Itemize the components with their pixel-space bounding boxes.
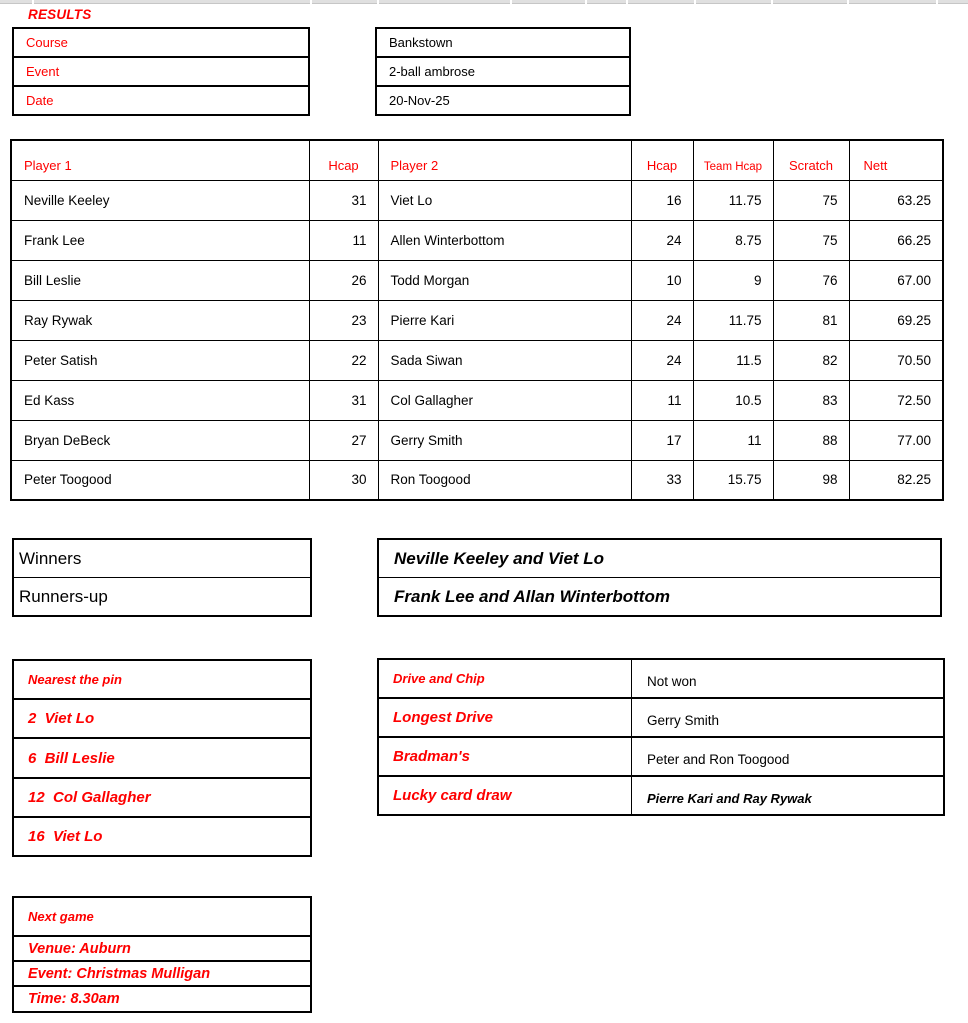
event-value: 2-ball ambrose — [377, 58, 629, 87]
results-row — [11, 220, 943, 260]
nett-cell: 63.25 — [849, 180, 943, 220]
runnersup-value: Frank Lee and Allan Winterbottom — [394, 586, 670, 606]
bradmans-label: Bradman's — [379, 738, 632, 775]
results-row — [11, 180, 943, 220]
nett-cell: 66.25 — [849, 220, 943, 260]
nett-cell: 70.50 — [849, 340, 943, 380]
player1-hcap-cell: 22 — [309, 340, 378, 380]
nearest-the-pin-table — [12, 659, 312, 857]
nett-cell: 69.25 — [849, 300, 943, 340]
results-row — [11, 340, 943, 380]
player1-name-cell: Ed Kass — [11, 380, 309, 420]
winners-label: Winners — [14, 540, 310, 578]
nearest-the-pin-title: Nearest the pin — [14, 661, 310, 700]
results-row — [11, 380, 943, 420]
team-hcap-cell: 10.5 — [693, 380, 773, 420]
next-game-venue: Venue: Auburn — [14, 937, 310, 962]
player1-name-cell: Peter Satish — [11, 340, 309, 380]
player2-hcap-cell: 33 — [631, 460, 693, 500]
scratch-cell: 83 — [773, 380, 849, 420]
team-hcap-cell: 11 — [693, 420, 773, 460]
player1-hcap-cell: 31 — [309, 380, 378, 420]
date-value: 20-Nov-25 — [389, 93, 450, 108]
course-label: Course — [14, 29, 308, 58]
player2-hcap-cell: 11 — [631, 380, 693, 420]
next-game-title: Next game — [14, 898, 310, 937]
novelty-row — [379, 660, 943, 699]
player1-name-cell: Bill Leslie — [11, 260, 309, 300]
player1-hcap-cell: 30 — [309, 460, 378, 500]
player1-hcap-cell: 26 — [309, 260, 378, 300]
nearest-the-pin-entry: 6 Bill Leslie — [14, 739, 310, 778]
player1-name-cell: Neville Keeley — [11, 180, 309, 220]
placings-label-table — [12, 538, 312, 617]
player2-name-cell: Todd Morgan — [378, 260, 631, 300]
col-header-nett: Nett — [849, 140, 943, 180]
drive-and-chip-value: Not won — [647, 674, 697, 689]
player1-hcap-cell: 27 — [309, 420, 378, 460]
player2-hcap-cell: 10 — [631, 260, 693, 300]
next-game-event: Event: Christmas Mulligan — [14, 962, 310, 987]
player2-hcap-cell: 17 — [631, 420, 693, 460]
lucky-card-draw-value: Pierre Kari and Ray Rywak — [647, 791, 812, 806]
drive-and-chip-label: Drive and Chip — [379, 660, 632, 697]
longest-drive-label: Longest Drive — [379, 699, 632, 736]
novelty-row — [379, 738, 943, 777]
col-header-scratch: Scratch — [773, 140, 849, 180]
spreadsheet-grid-strip — [0, 0, 968, 4]
col-header-hcap1: Hcap — [309, 140, 378, 180]
player2-name-cell: Viet Lo — [378, 180, 631, 220]
date-label: Date — [26, 93, 54, 108]
col-header-hcap2: Hcap — [631, 140, 693, 180]
placings-value-table — [377, 538, 942, 617]
next-game-table — [12, 896, 312, 1013]
scratch-cell: 82 — [773, 340, 849, 380]
scratch-cell: 98 — [773, 460, 849, 500]
novelties-table — [377, 658, 945, 816]
scratch-cell: 76 — [773, 260, 849, 300]
page-title: RESULTS — [28, 7, 92, 22]
player2-name-cell: Sada Siwan — [378, 340, 631, 380]
runnersup-label: Runners-up — [19, 586, 108, 606]
scratch-cell: 75 — [773, 220, 849, 260]
player1-name-cell: Peter Toogood — [11, 460, 309, 500]
results-header-row — [11, 140, 943, 180]
nearest-the-pin-entry: 12 Col Gallagher — [14, 779, 310, 818]
col-header-player1: Player 1 — [11, 140, 309, 180]
player2-name-cell: Pierre Kari — [378, 300, 631, 340]
player2-name-cell: Allen Winterbottom — [378, 220, 631, 260]
nearest-the-pin-entry: 16 Viet Lo — [28, 827, 103, 845]
longest-drive-value: Gerry Smith — [647, 713, 720, 728]
player1-name-cell: Ray Rywak — [11, 300, 309, 340]
player2-hcap-cell: 24 — [631, 220, 693, 260]
team-hcap-cell: 11.5 — [693, 340, 773, 380]
results-table — [10, 139, 944, 501]
nearest-the-pin-entry: 2 Viet Lo — [14, 700, 310, 739]
nett-cell: 67.00 — [849, 260, 943, 300]
results-row — [11, 260, 943, 300]
player1-hcap-cell: 31 — [309, 180, 378, 220]
player2-name-cell: Col Gallagher — [378, 380, 631, 420]
col-header-team-hcap: Team Hcap — [693, 140, 773, 180]
player2-hcap-cell: 24 — [631, 300, 693, 340]
player2-hcap-cell: 16 — [631, 180, 693, 220]
player2-name-cell: Ron Toogood — [378, 460, 631, 500]
nett-cell: 72.50 — [849, 380, 943, 420]
bradmans-value: Peter and Ron Toogood — [647, 752, 790, 767]
scratch-cell: 75 — [773, 180, 849, 220]
player1-hcap-cell: 11 — [309, 220, 378, 260]
player1-name-cell: Frank Lee — [11, 220, 309, 260]
event-label: Event — [14, 58, 308, 87]
novelty-row — [379, 699, 943, 738]
team-hcap-cell: 9 — [693, 260, 773, 300]
team-hcap-cell: 15.75 — [693, 460, 773, 500]
nett-cell: 77.00 — [849, 420, 943, 460]
team-hcap-cell: 11.75 — [693, 180, 773, 220]
event-info-value-table — [375, 27, 631, 116]
results-row — [11, 300, 943, 340]
course-value: Bankstown — [377, 29, 629, 58]
scratch-cell: 81 — [773, 300, 849, 340]
nett-cell: 82.25 — [849, 460, 943, 500]
player2-hcap-cell: 24 — [631, 340, 693, 380]
team-hcap-cell: 8.75 — [693, 220, 773, 260]
next-game-time: Time: 8.30am — [28, 991, 120, 1007]
results-row — [11, 460, 943, 500]
novelty-row — [379, 777, 943, 814]
player2-name-cell: Gerry Smith — [378, 420, 631, 460]
winners-value: Neville Keeley and Viet Lo — [379, 540, 940, 578]
results-row — [11, 420, 943, 460]
team-hcap-cell: 11.75 — [693, 300, 773, 340]
lucky-card-draw-label: Lucky card draw — [379, 777, 632, 814]
player1-name-cell: Bryan DeBeck — [11, 420, 309, 460]
scratch-cell: 88 — [773, 420, 849, 460]
event-info-label-table — [12, 27, 310, 116]
player1-hcap-cell: 23 — [309, 300, 378, 340]
col-header-player2: Player 2 — [378, 140, 631, 180]
